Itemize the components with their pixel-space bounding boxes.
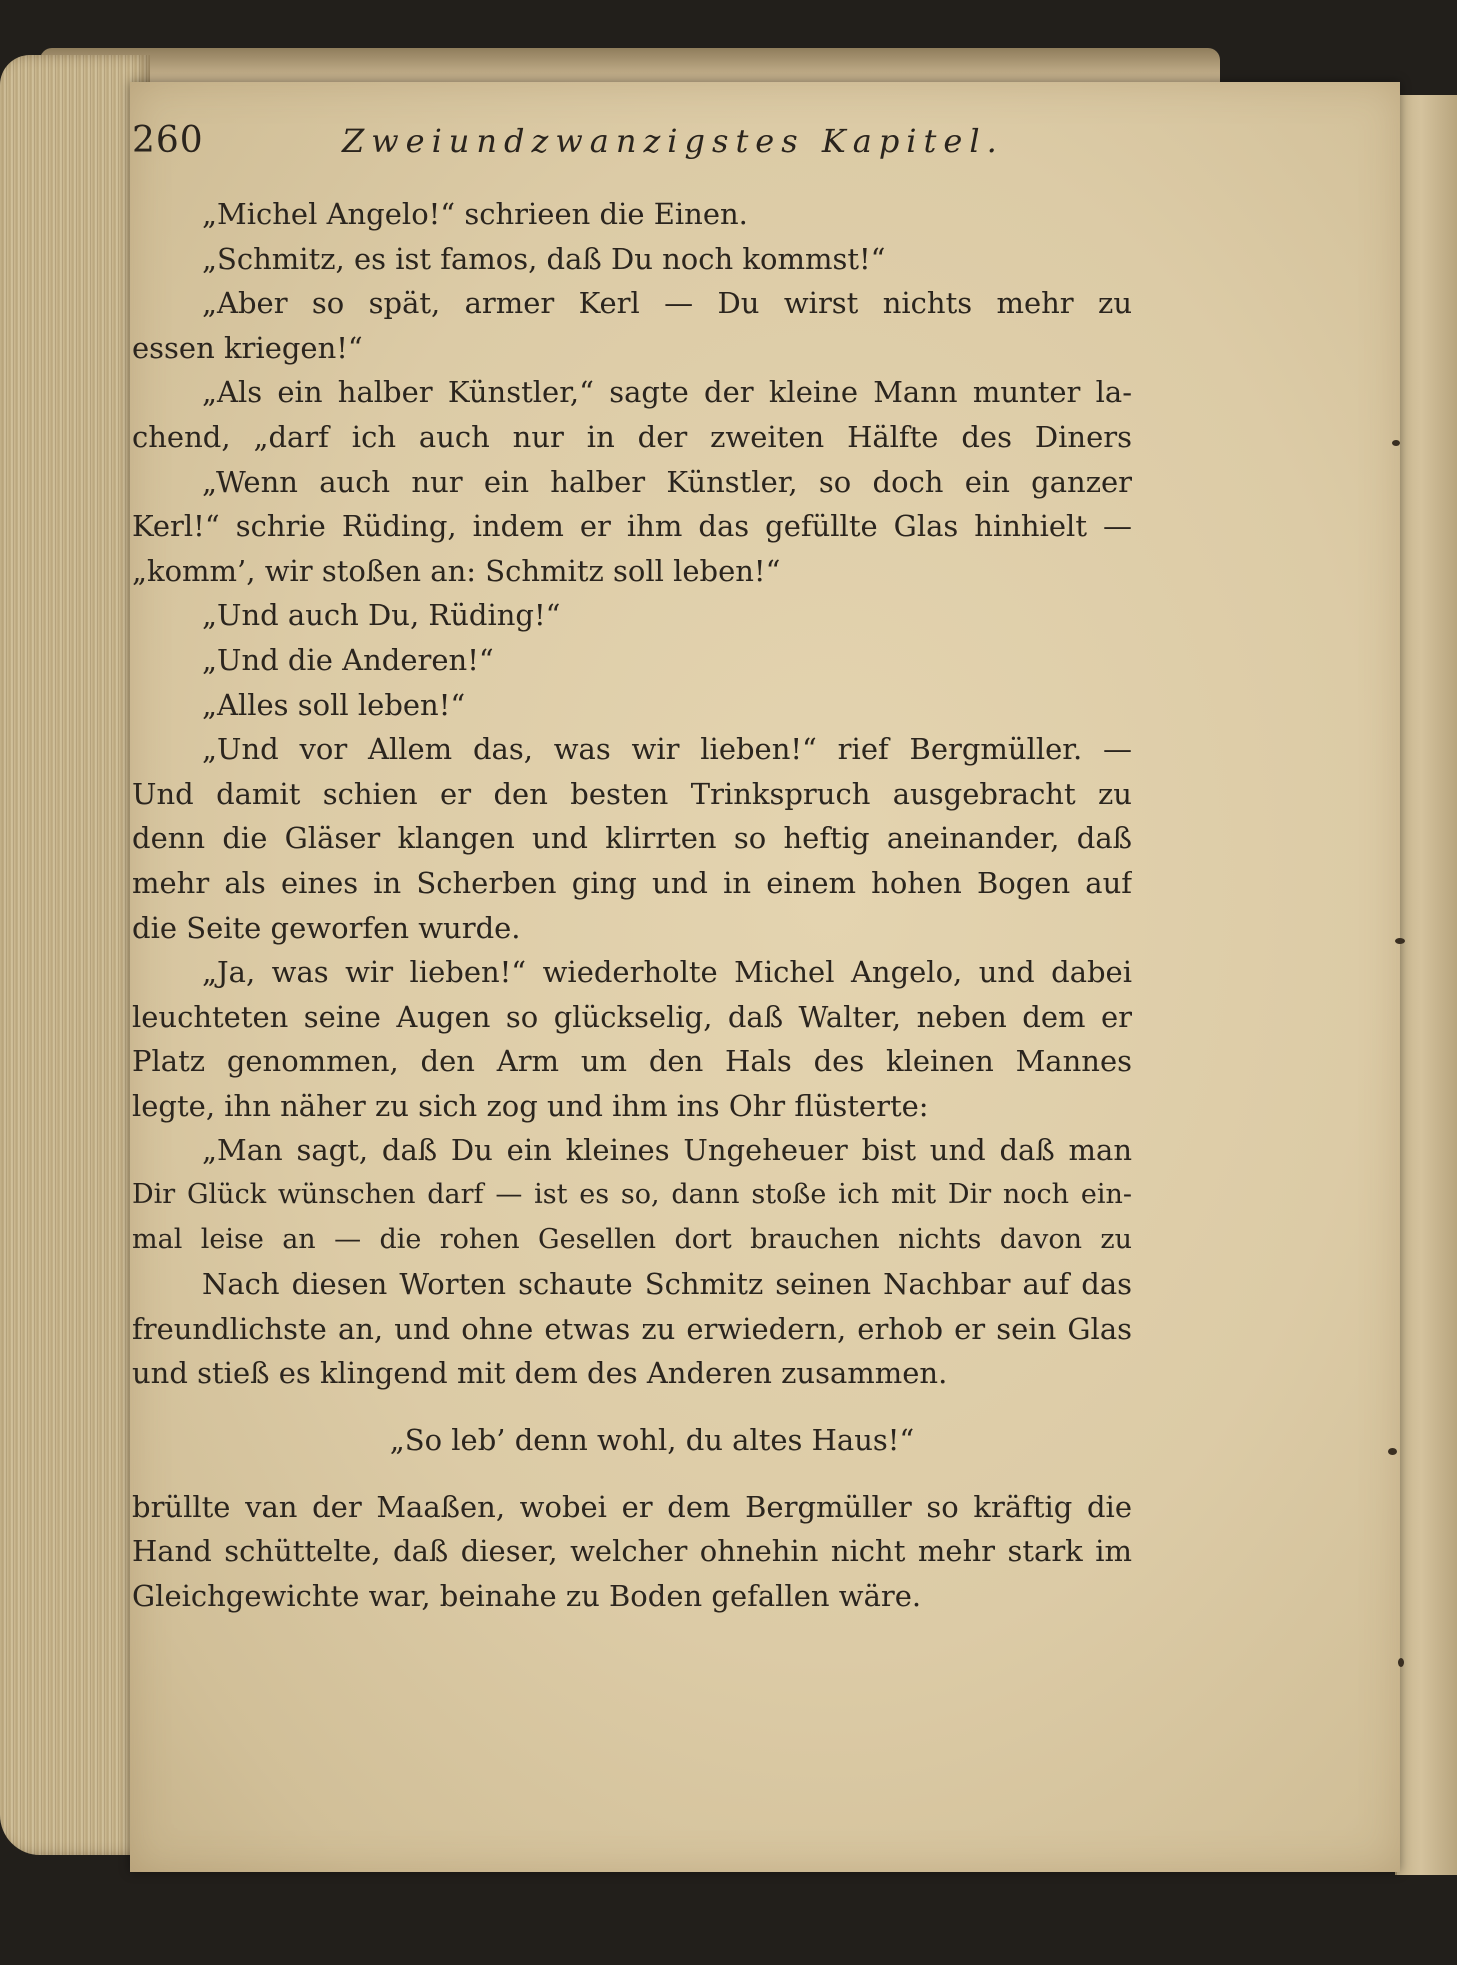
text-line: „Aber so spät, armer Kerl — Du wirst nichts mehr zu — [202, 286, 1132, 321]
running-header — [132, 120, 1032, 170]
text-line: Kerl!“ schrie Rüding, indem er ihm das gefüllte Glas hinhielt — — [132, 509, 1132, 544]
text-line: Und damit schien er den besten Trinkspruch ausgebracht zu — [132, 776, 1132, 811]
text-line: „Wenn auch nur ein halber Künstler, so doch ein ganzer — [202, 464, 1132, 499]
page-edge-right — [1395, 95, 1457, 1875]
text-line: chend, „darf ich auch nur in der zweiten Hälfte des Diners — [132, 419, 1132, 454]
text-line: legte, ihn näher zu sich zog und ihm ins Ohr flüsterte: — [132, 1088, 929, 1123]
text-line: und stieß es klingend mit dem des Anderen zusammen. — [132, 1356, 948, 1391]
text-line: freundlichste an, und ohne etwas zu erwiedern, erhob er sein Glas — [132, 1311, 1132, 1346]
text-line: „Und auch Du, Rüding!“ — [202, 598, 561, 633]
text-line: Dir Glück wünschen darf — ist es so, dann stoße ich mit Dir noch ein- — [132, 1179, 1132, 1211]
text-line: essen kriegen!“ — [132, 330, 363, 365]
text-line: „Ja, was wir lieben!“ wiederholte Michel Angelo, und dabei — [202, 955, 1132, 990]
text-line: „Man sagt, daß Du ein kleines Ungeheuer bist und daß man — [202, 1133, 1132, 1168]
paper-speck — [1392, 440, 1400, 446]
text-line: „Michel Angelo!“ schrieen die Einen. — [202, 197, 748, 231]
text-line: „komm’, wir stoßen an: Schmitz soll leben!“ — [132, 553, 781, 588]
chapter-title: Zweiundzwanzigstes Kapitel. — [342, 122, 1004, 160]
text-line: die Seite geworfen wurde. — [132, 910, 521, 945]
page-edges-left — [0, 55, 150, 1855]
text-line: Nach diesen Worten schaute Schmitz seinen Nachbar auf das — [202, 1267, 1132, 1302]
verse-line: „So leb’ denn wohl, du altes Haus!“ — [389, 1423, 915, 1458]
text-line: mehr als eines in Scherben ging und in einem hohen Bogen auf — [132, 865, 1132, 900]
text-line: Gleichgewichte war, beinahe zu Boden gefallen wäre. — [132, 1578, 922, 1613]
text-line: mal leise an — die rohen Gesellen dort brauchen nichts davon zu — [132, 1223, 1132, 1255]
text-line: „Und die Anderen!“ — [202, 642, 494, 677]
text-line: „Und vor Allem das, was wir lieben!“ rief Bergmüller. — — [202, 732, 1132, 767]
body-text — [132, 192, 1132, 1618]
verse-gap — [132, 1463, 1132, 1485]
text-line: Hand schüttelte, daß dieser, welcher ohnehin nicht mehr stark im — [132, 1534, 1132, 1569]
text-line: leuchteten seine Augen so glückselig, daß Walter, neben dem er — [132, 999, 1132, 1034]
text-line: denn die Gläser klangen und klirrten so heftig aneinander, daß — [132, 821, 1132, 856]
text-line: „Alles soll leben!“ — [202, 687, 466, 722]
paper-speck — [1395, 938, 1405, 944]
paper-speck — [1388, 1448, 1397, 1455]
page-number: 260 — [132, 120, 204, 161]
text-line: brüllte van der Maaßen, wobei er dem Bergmüller so kräftig die — [132, 1489, 1132, 1524]
verse-gap — [132, 1396, 1132, 1418]
paper-speck — [1398, 1658, 1404, 1667]
text-line: „Schmitz, es ist famos, daß Du noch kommst!“ — [202, 241, 886, 276]
text-line: „Als ein halber Künstler,“ sagte der kleine Mann munter la- — [202, 375, 1132, 410]
text-line: Platz genommen, den Arm um den Hals des kleinen Mannes — [132, 1044, 1132, 1079]
